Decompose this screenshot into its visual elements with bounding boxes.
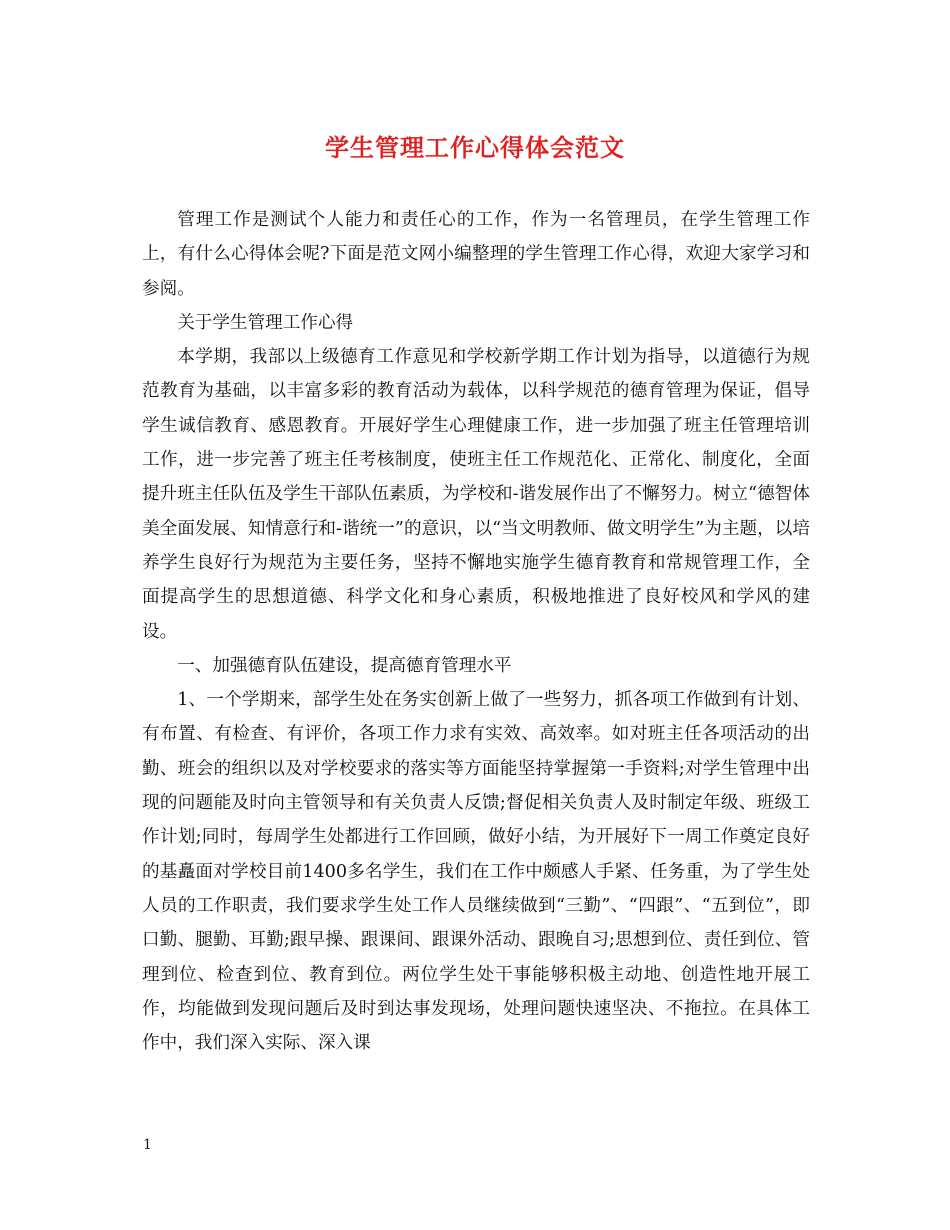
paragraph-heading: 关于学生管理工作心得 [177,312,354,333]
section-heading-1: 一、加强德育队伍建设，提高德育管理水平 [177,655,512,676]
paragraph-item-1: 1、一个学期来，部学生处在务实创新上做了一些努力，抓各项工作做到有计划、有布置、有检查、有评价，各项工作力求有实效、高效率。如对班主任各项活动的出勤、班会的组织以及对学校要求的落实等方面能坚持掌握第一手资料;对学生管理中出现的问题能及时向主管领导和有关负责人反馈;督促相关负责人及时制定年级、班级工作计划;同时，每周学生处都进行工作回顾，做好小结，为开展好下一周工作奠定良好的基矗面对学校目前1400多名学生，我们在工作中颇感人手紧、任务重，为了学生处人员的工作职责，我们要求学生处工作人员继续做到“三勤”、“四跟”、“五到位”，即口勤、腿勤、耳勤;跟早操、跟课间、跟课外活动、跟晚自习;思想到位、责任到位、管理到位、检查到位、教育到位。两位学生处干事能够积极主动地、创造性地开展工作，均能做到发现问题后及时到达事发现场，处理问题快速坚决、不拖拉。在具体工作中，我们深入实际、深入课 [142,690,810,1054]
document-title: 学生管理工作心得体会范文 [325,133,625,162]
page-number: 1 [143,1137,152,1153]
paragraph-intro: 管理工作是测试个人能力和责任心的工作，作为一名管理员，在学生管理工作上，有什么心得体会呢?下面是范文网小编整理的学生管理工作心得，欢迎大家学习和参阅。 [142,210,810,299]
document-body [142,203,810,1060]
paragraph-semester-summary: 本学期，我部以上级德育工作意见和学校新学期工作计划为指导，以道德行为规范教育为基础，以丰富多彩的教育活动为载体，以科学规范的德育管理为保证，倡导学生诚信教育、感恩教育。开展好学生心理健康工作，进一步加强了班主任管理培训工作，进一步完善了班主任考核制度，使班主任工作规范化、正常化、制度化，全面提升班主任队伍及学生干部队伍素质，为学校和-谐发展作出了不懈努力。树立“德智体美全面发展、知情意行和-谐统一”的意识，以“当文明教师、做文明学生”为主题，以培养学生良好行为规范为主要任务，坚持不懈地实施学生德育教育和常规管理工作，全面提高学生的思想道德、科学文化和身心素质，积极地推进了良好校风和学风的建设。 [142,347,810,642]
